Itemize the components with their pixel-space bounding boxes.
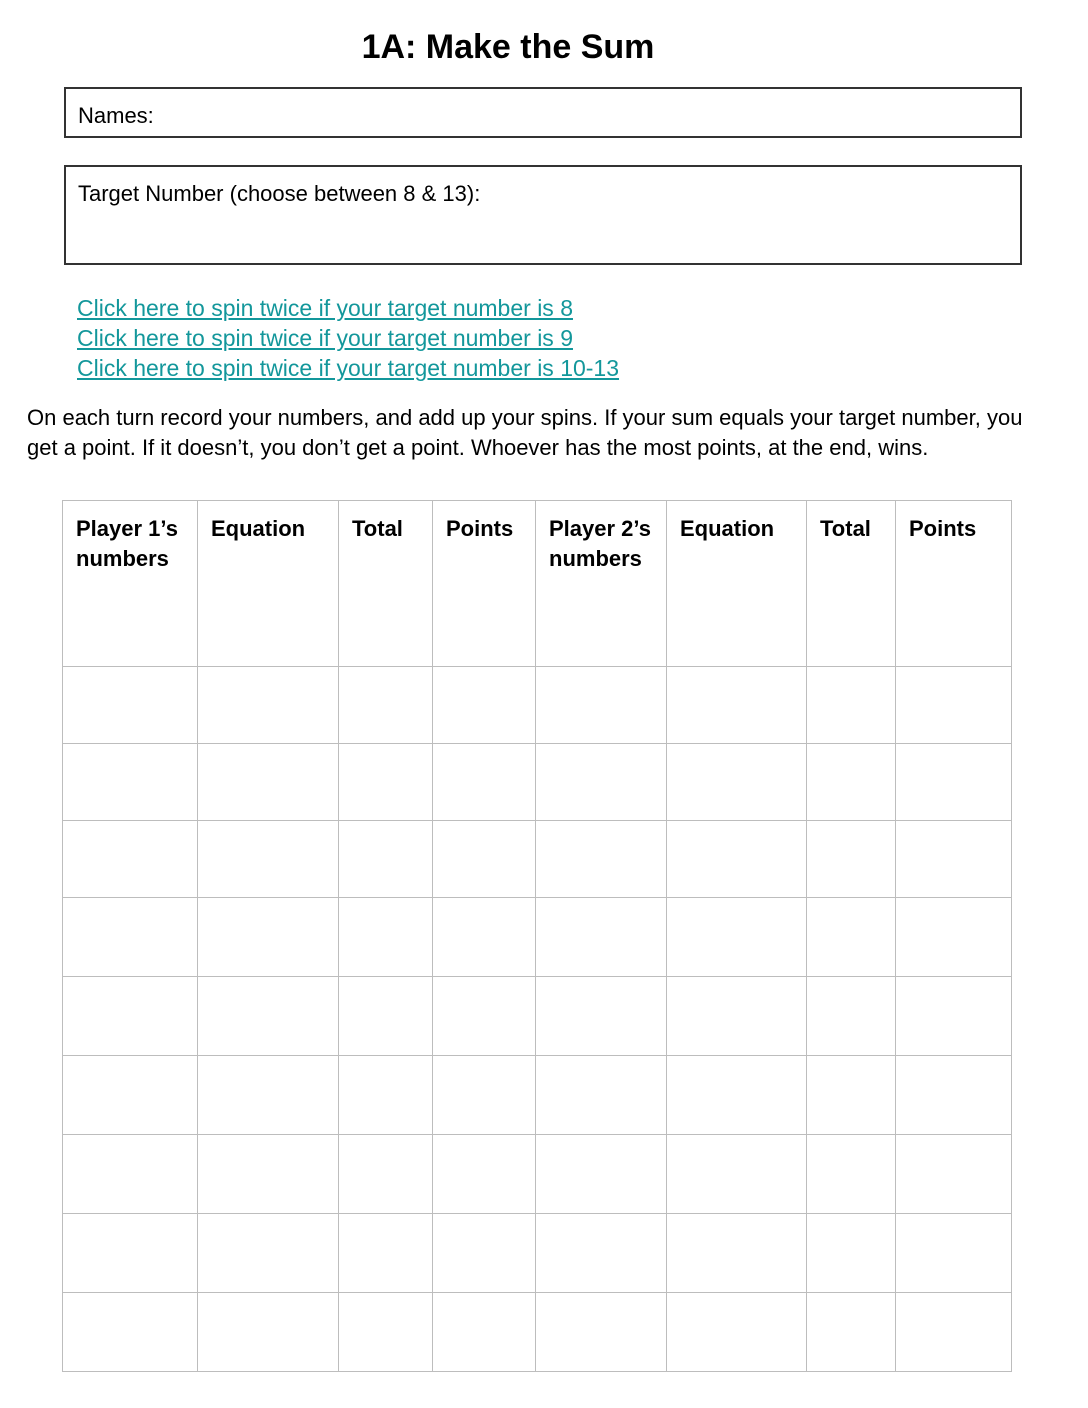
answer-cell[interactable] [896, 667, 1012, 744]
header-player1-numbers: Player 1’s numbers [63, 501, 198, 667]
score-table [62, 500, 1012, 1372]
answer-cell[interactable] [63, 1056, 198, 1135]
header-total: Total [339, 501, 433, 667]
answer-cell[interactable] [198, 1135, 339, 1214]
answer-cell[interactable] [339, 667, 433, 744]
answer-cell[interactable] [433, 1293, 536, 1372]
answer-cell[interactable] [536, 821, 667, 898]
answer-cell[interactable] [433, 1056, 536, 1135]
answer-cell[interactable] [807, 744, 896, 821]
answer-cell[interactable] [896, 1214, 1012, 1293]
answer-cell[interactable] [198, 1214, 339, 1293]
answer-cell[interactable] [63, 977, 198, 1056]
answer-cell[interactable] [807, 1056, 896, 1135]
answer-cell[interactable] [536, 744, 667, 821]
answer-cell[interactable] [433, 1135, 536, 1214]
answer-cell[interactable] [807, 1214, 896, 1293]
header-equation: Equation [667, 501, 807, 667]
answer-cell[interactable] [536, 898, 667, 977]
table-row [63, 667, 1012, 744]
table-header-row [63, 501, 1012, 667]
answer-cell[interactable] [896, 977, 1012, 1056]
answer-cell[interactable] [433, 744, 536, 821]
answer-cell[interactable] [433, 977, 536, 1056]
table-row [63, 744, 1012, 821]
answer-cell[interactable] [536, 1056, 667, 1135]
answer-cell[interactable] [536, 977, 667, 1056]
answer-cell[interactable] [433, 1214, 536, 1293]
answer-cell[interactable] [63, 1214, 198, 1293]
answer-cell[interactable] [198, 898, 339, 977]
answer-cell[interactable] [667, 1293, 807, 1372]
answer-cell[interactable] [339, 1056, 433, 1135]
answer-cell[interactable] [63, 1293, 198, 1372]
answer-cell[interactable] [198, 977, 339, 1056]
answer-cell[interactable] [536, 1214, 667, 1293]
table-row [63, 1135, 1012, 1214]
answer-cell[interactable] [896, 1135, 1012, 1214]
answer-cell[interactable] [807, 1135, 896, 1214]
answer-cell[interactable] [667, 977, 807, 1056]
answer-cell[interactable] [198, 667, 339, 744]
answer-cell[interactable] [667, 1214, 807, 1293]
table-row [63, 898, 1012, 977]
header-player2-numbers: Player 2’s numbers [536, 501, 667, 667]
answer-cell[interactable] [63, 821, 198, 898]
spin-links [77, 293, 619, 383]
answer-cell[interactable] [896, 898, 1012, 977]
answer-cell[interactable] [63, 667, 198, 744]
header-points: Points [896, 501, 1012, 667]
answer-cell[interactable] [198, 1056, 339, 1135]
answer-cell[interactable] [667, 1056, 807, 1135]
page-title: 1A: Make the Sum [361, 28, 655, 66]
answer-cell[interactable] [896, 1293, 1012, 1372]
answer-cell[interactable] [433, 898, 536, 977]
answer-cell[interactable] [63, 898, 198, 977]
answer-cell[interactable] [63, 744, 198, 821]
spin-link-10-13[interactable]: Click here to spin twice if your target number is 10-13 [77, 355, 620, 381]
answer-cell[interactable] [339, 1214, 433, 1293]
names-field[interactable] [64, 87, 1022, 138]
answer-cell[interactable] [339, 1135, 433, 1214]
header-points: Points [433, 501, 536, 667]
answer-cell[interactable] [536, 1135, 667, 1214]
answer-cell[interactable] [807, 977, 896, 1056]
answer-cell[interactable] [433, 667, 536, 744]
instructions-text: On each turn record your numbers, and add up your spins. If your sum equals your target number, you get a point. If it doesn’t, you don’t get a point. Whoever has the most points, at the end, wins. [27, 405, 1023, 460]
answer-cell[interactable] [667, 898, 807, 977]
header-total: Total [807, 501, 896, 667]
answer-cell[interactable] [339, 898, 433, 977]
header-equation: Equation [198, 501, 339, 667]
table-row [63, 821, 1012, 898]
answer-cell[interactable] [536, 667, 667, 744]
names-label: Names: [78, 103, 154, 128]
answer-cell[interactable] [339, 744, 433, 821]
spin-link-8[interactable]: Click here to spin twice if your target number is 8 [77, 295, 573, 321]
table-row [63, 1056, 1012, 1135]
answer-cell[interactable] [667, 1135, 807, 1214]
answer-cell[interactable] [807, 1293, 896, 1372]
answer-cell[interactable] [807, 667, 896, 744]
table-row [63, 1293, 1012, 1372]
answer-cell[interactable] [667, 667, 807, 744]
answer-cell[interactable] [807, 898, 896, 977]
answer-cell[interactable] [896, 1056, 1012, 1135]
answer-cell[interactable] [667, 744, 807, 821]
answer-cell[interactable] [339, 1293, 433, 1372]
answer-cell[interactable] [667, 821, 807, 898]
answer-cell[interactable] [198, 821, 339, 898]
target-number-field[interactable] [64, 165, 1022, 265]
answer-cell[interactable] [339, 821, 433, 898]
target-number-label: Target Number (choose between 8 & 13): [78, 181, 481, 206]
answer-cell[interactable] [63, 1135, 198, 1214]
answer-cell[interactable] [198, 744, 339, 821]
answer-cell[interactable] [896, 744, 1012, 821]
answer-cell[interactable] [339, 977, 433, 1056]
table-row [63, 1214, 1012, 1293]
table-row [63, 977, 1012, 1056]
answer-cell[interactable] [433, 821, 536, 898]
answer-cell[interactable] [198, 1293, 339, 1372]
answer-cell[interactable] [536, 1293, 667, 1372]
answer-cell[interactable] [896, 821, 1012, 898]
spin-link-9[interactable]: Click here to spin twice if your target number is 9 [77, 325, 573, 351]
answer-cell[interactable] [807, 821, 896, 898]
